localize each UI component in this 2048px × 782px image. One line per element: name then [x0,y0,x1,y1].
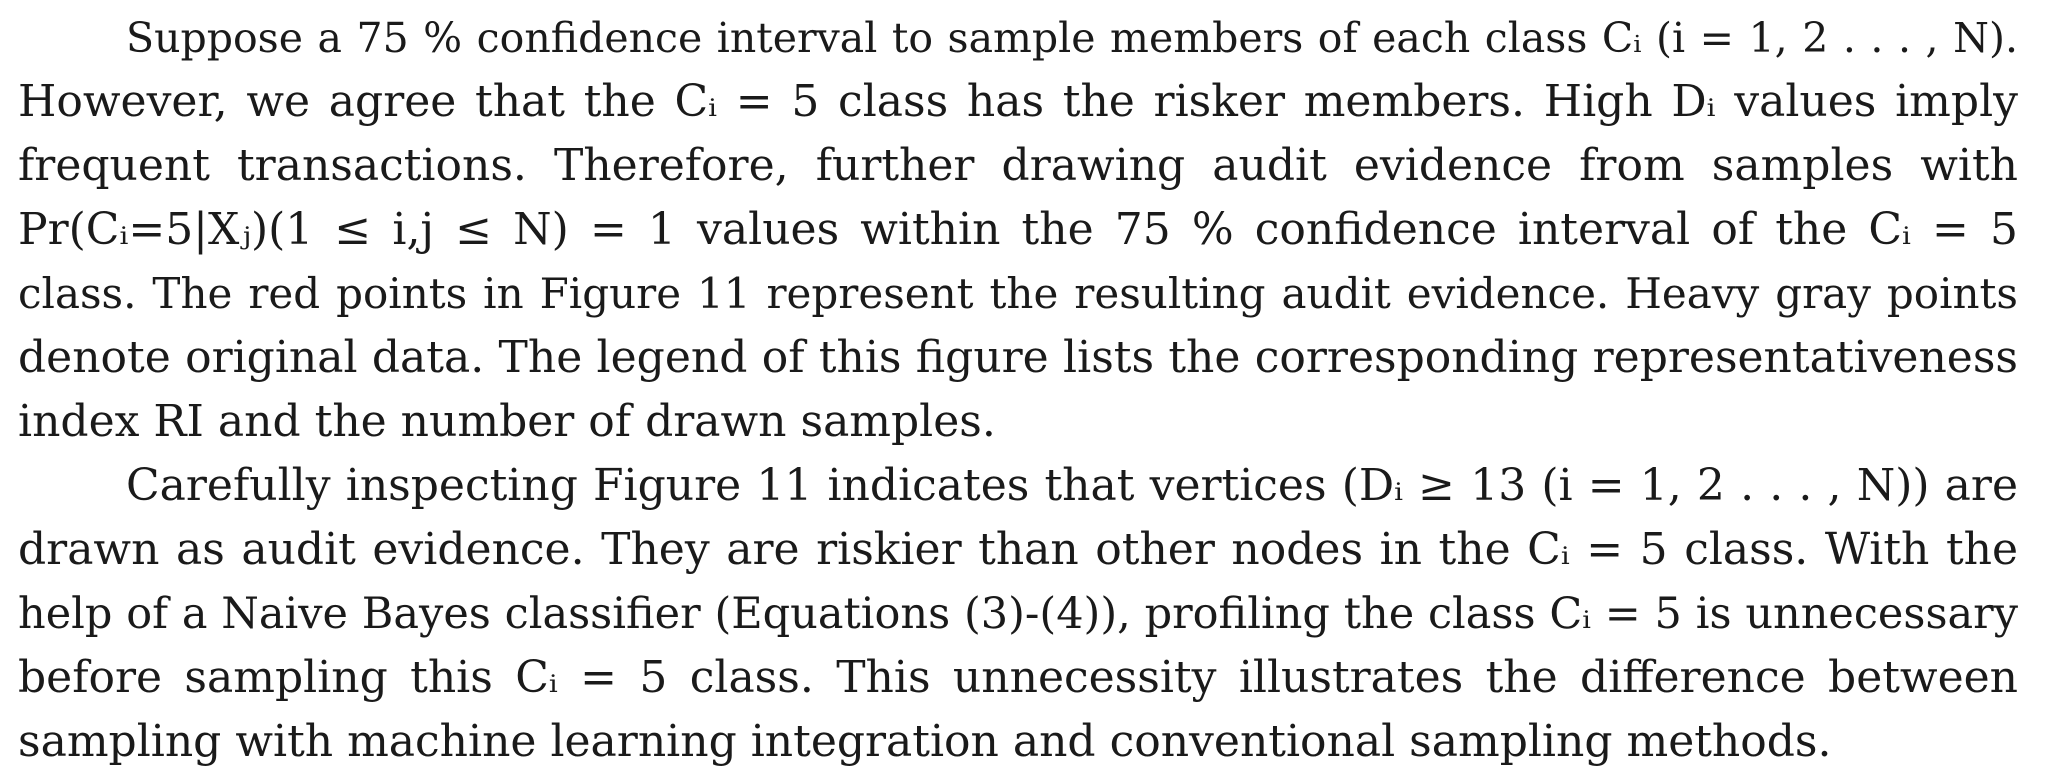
paragraph-line: drawn as audit evidence. They are riskier than other nodes in the Cᵢ = 5 class. With the [18,524,2018,575]
paragraph-line: Carefully inspecting Figure 11 indicates that vertices (Dᵢ ≥ 13 (i = 1, 2 . . . , N)) are [126,460,2018,511]
paragraph-line: denote original data. The legend of this figure lists the corresponding representativeness [18,332,2018,383]
paragraph-line: index RI and the number of drawn samples. [18,396,996,447]
paragraph-1 [18,6,2018,454]
paragraph-line: sampling with machine learning integration and conventional sampling methods. [18,716,1832,767]
paragraph-line: class. The red points in Figure 11 represent the resulting audit evidence. Heavy gray points [18,269,2018,318]
paragraph-line: frequent transactions. Therefore, further drawing audit evidence from samples with [18,140,2018,191]
paragraph-line: However, we agree that the Cᵢ = 5 class has the risker members. High Dᵢ values imply [18,76,2018,127]
paragraph-line: help of a Naive Bayes classifier (Equations (3)-(4)), profiling the class Cᵢ = 5 is unnecessary [18,589,2018,639]
paragraph-2 [18,454,2018,774]
paragraph-line: Pr(Cᵢ=5|Xⱼ)(1 ≤ i,j ≤ N) = 1 values within the 75 % confidence interval of the Cᵢ = 5 [18,204,2018,255]
paragraph-line: Suppose a 75 % confidence interval to sample members of each class Cᵢ (i = 1, 2 . . . , N). [126,14,2018,62]
paragraph-line: before sampling this Cᵢ = 5 class. This unnecessity illustrates the difference between [18,652,2018,703]
